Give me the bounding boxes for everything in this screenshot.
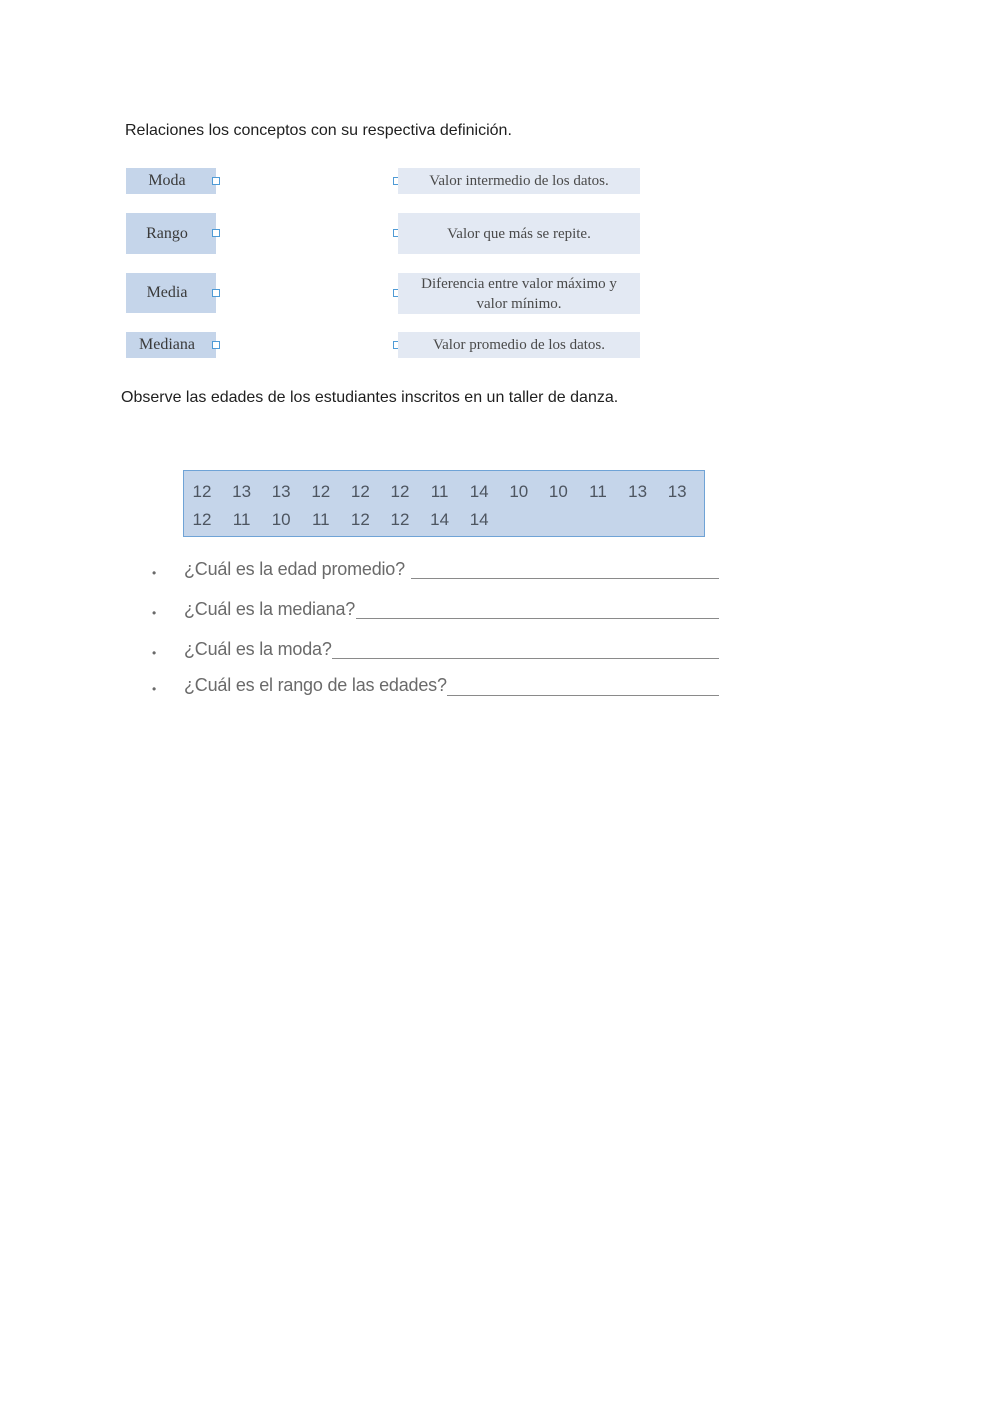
concept-label: Moda — [148, 172, 186, 189]
age-value: 12 — [390, 510, 410, 529]
definition-label: Valor promedio de los datos. — [432, 337, 606, 353]
concept-label: Mediana — [139, 336, 195, 353]
bullet-icon: • — [152, 682, 157, 696]
age-value: 12 — [192, 510, 212, 529]
definition-4[interactable] — [398, 332, 640, 358]
age-value: 11 — [232, 510, 251, 529]
concept-mediana[interactable] — [126, 332, 216, 358]
concept-moda-connector-handle[interactable] — [212, 177, 220, 185]
age-value: 12 — [390, 482, 410, 501]
bullet-icon: • — [152, 646, 157, 660]
definition-2[interactable] — [398, 213, 640, 254]
age-value: 11 — [589, 482, 607, 501]
age-value: 14 — [469, 482, 489, 501]
ages-data-box — [183, 470, 705, 537]
concept-media[interactable] — [126, 273, 216, 313]
age-value: 13 — [232, 482, 252, 501]
definition-3[interactable] — [398, 273, 640, 314]
age-value: 12 — [350, 510, 370, 529]
answer-line[interactable] — [356, 618, 719, 619]
age-value: 13 — [271, 482, 291, 501]
question-label: ¿Cuál es la moda? — [184, 639, 332, 659]
bullet-icon: • — [152, 606, 157, 620]
age-value: 11 — [430, 482, 449, 501]
age-value: 12 — [350, 482, 370, 501]
age-value: 14 — [430, 510, 450, 529]
answer-line[interactable] — [332, 658, 719, 659]
answer-line[interactable] — [447, 695, 719, 696]
match-instruction: Relaciones los conceptos con su respectiva definición. — [125, 122, 512, 139]
question-mode — [152, 639, 720, 665]
concept-media-connector-handle[interactable] — [212, 289, 220, 297]
concept-moda[interactable] — [126, 168, 216, 194]
age-value: 12 — [311, 482, 331, 501]
question-label: ¿Cuál es el rango de las edades? — [184, 675, 447, 695]
question-label: ¿Cuál es la mediana? — [184, 599, 356, 619]
observe-instruction: Observe las edades de los estudiantes inscritos en un taller de danza. — [121, 389, 619, 406]
definition-label: Valor que más se repite. — [447, 225, 591, 242]
definition-1[interactable] — [398, 168, 640, 194]
age-value: 10 — [509, 482, 529, 501]
concept-rango-connector-handle[interactable] — [212, 229, 220, 237]
age-value: 13 — [667, 482, 687, 501]
bullet-icon: • — [152, 566, 157, 580]
question-median — [152, 599, 720, 625]
age-value: 13 — [628, 482, 648, 501]
concept-label: Rango — [146, 224, 188, 242]
definition-label: Valor intermedio de los datos. — [429, 173, 609, 189]
age-value: 14 — [469, 510, 489, 529]
definition-label: Diferencia entre valor máximo y valor mínimo. — [421, 275, 617, 312]
concept-label: Media — [146, 284, 188, 301]
concept-mediana-connector-handle[interactable] — [212, 341, 220, 349]
age-value: 11 — [311, 510, 330, 529]
concept-rango[interactable] — [126, 213, 216, 254]
age-value: 10 — [548, 482, 568, 501]
question-label: ¿Cuál es la edad promedio? — [184, 559, 405, 579]
age-value: 10 — [271, 510, 291, 529]
question-average — [152, 559, 720, 585]
answer-line[interactable] — [411, 578, 719, 579]
age-value: 12 — [192, 482, 212, 501]
question-range — [152, 675, 720, 701]
